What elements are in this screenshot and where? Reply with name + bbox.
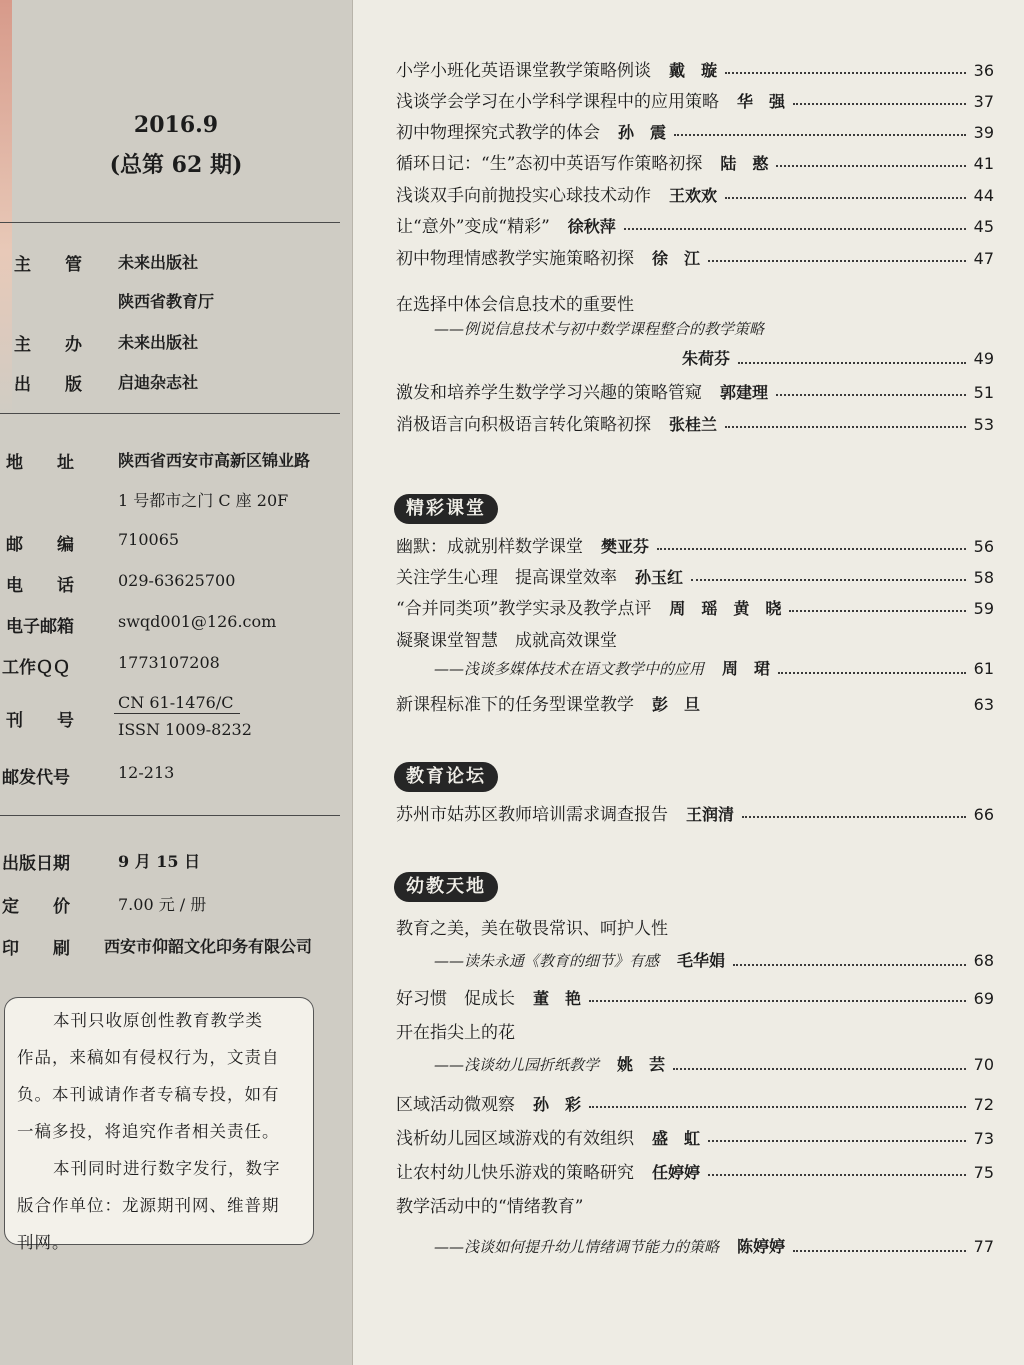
toc-entry-author: 陆 憨 (720, 154, 769, 173)
leader-dots (738, 362, 966, 364)
toc-entry (434, 1052, 994, 1080)
notice-box (4, 997, 314, 1252)
leader-dots (674, 134, 966, 136)
toc-entry (396, 181, 994, 209)
toc-entry-title: 凝聚课堂智慧 成就高效课堂 (396, 631, 617, 651)
toc-entry-author: 孙玉红 (635, 568, 684, 587)
leader-dots (725, 426, 966, 428)
toc-entry-author: 王润清 (686, 805, 735, 824)
notice-line: 本刊只收原创性教育教学类 (53, 1011, 263, 1030)
leader-dots (691, 579, 966, 581)
toc-entry-author: 周 瑶 黄 晓 (669, 599, 782, 618)
toc-entry (434, 1234, 994, 1262)
label-email: 电子邮箱 (6, 617, 74, 637)
label-issn: 刊 号 (6, 711, 74, 731)
toc-entry-title: 好习惯 促成长 (396, 989, 515, 1009)
toc-entry-subtitle: ——读朱永通《教育的细节》有感 (434, 952, 660, 970)
toc-entry-title: 浅谈学会学习在小学科学课程中的应用策略 (396, 92, 719, 112)
toc-entry-page: 77 (973, 1237, 994, 1256)
issue-date: 2016.9 (133, 112, 219, 138)
label-sponsor: 主 办 (14, 335, 82, 355)
toc-entry (396, 1124, 994, 1152)
toc-entry-author: 王欢欢 (669, 186, 718, 205)
toc-entry-title: 开在指尖上的花 (396, 1023, 515, 1043)
toc-entry-author: 任婷婷 (652, 1163, 701, 1182)
toc-entry-page: 53 (973, 415, 994, 434)
leader-dots (793, 103, 966, 105)
notice-line: 本刊同时进行数字发行，数字 (53, 1159, 281, 1178)
toc-entry-title: 让“意外”变成“精彩” (396, 217, 550, 237)
leader-dots (776, 394, 966, 396)
toc-entry-page: 49 (973, 349, 994, 368)
toc-entry-author: 张桂兰 (669, 415, 718, 434)
value-qq: 1773107208 (118, 653, 220, 672)
toc-entry-subtitle: ——例说信息技术与初中数学课程整合的教学策略 (434, 320, 765, 338)
label-supervisor: 主 管 (14, 255, 82, 275)
leader-dots (589, 1000, 966, 1002)
value-phone: 029-63625700 (118, 571, 236, 590)
toc-entry-author: 孙 震 (618, 123, 667, 142)
toc-entry-page: 58 (973, 568, 994, 587)
toc-entry (396, 690, 994, 718)
toc-entry-author: 华 强 (737, 92, 786, 111)
notice-line: 版合作单位：龙源期刊网、维普期 (17, 1196, 280, 1215)
value-pub-date: 9 月 15 日 (118, 852, 201, 871)
value-printer: 西安市仰韶文化印务有限公司 (104, 937, 313, 956)
toc-entry (434, 948, 994, 976)
label-postcode: 邮 编 (6, 535, 74, 555)
toc-entry-page: 59 (973, 599, 994, 618)
toc-entry (396, 563, 994, 591)
value-price: 7.00 元 / 册 (118, 895, 207, 914)
leader-dots (708, 260, 966, 262)
toc-entry-author: 周 珺 (722, 659, 771, 678)
toc-entry-author: 朱荷芬 (682, 349, 731, 368)
toc-entry-title: 消极语言向积极语言转化策略初探 (396, 415, 651, 435)
value-postcode: 710065 (118, 530, 180, 549)
toc-entry-author: 戴 璇 (669, 61, 718, 80)
toc-entry-title: 初中物理探究式教学的体会 (396, 123, 600, 143)
toc-entry-page: 56 (973, 537, 994, 556)
value-sponsor: 未来出版社 (118, 333, 199, 352)
toc-entry (396, 378, 994, 406)
issue-number: (总第 62 期) (109, 152, 243, 178)
toc-entry-page: 45 (973, 217, 994, 236)
toc-entry-page: 36 (973, 61, 994, 80)
value-address: 陕西省西安市高新区锦业路 (118, 451, 311, 470)
leader-dots (793, 1250, 966, 1252)
toc-entry-author: 郭建理 (720, 383, 769, 402)
toc-entry-page: 73 (973, 1129, 994, 1148)
toc-entry-title: 让农村幼儿快乐游戏的策略研究 (396, 1163, 634, 1183)
toc-entry-page: 51 (973, 383, 994, 402)
toc-entry-author: 彭 旦 (652, 695, 701, 714)
toc-entry-title: 关注学生心理 提高课堂效率 (396, 568, 617, 588)
toc-entry-title: 新课程标准下的任务型课堂教学 (396, 695, 634, 715)
toc-entry (396, 149, 994, 177)
toc-entry-subtitle: ——浅谈如何提升幼儿情绪调节能力的策略 (434, 1238, 720, 1256)
leader-dots (742, 816, 966, 818)
toc-entry-title: 浅析幼儿园区域游戏的有效组织 (396, 1129, 634, 1149)
leader-dots (657, 548, 966, 550)
toc-entry-page: 61 (973, 659, 994, 678)
label-postal-code: 邮发代号 (2, 768, 70, 788)
toc-entry-title: 初中物理情感教学实施策略初探 (396, 249, 634, 269)
masthead-panel (0, 0, 353, 1365)
toc-entry (396, 532, 994, 560)
toc-entry-title: 教学活动中的“情绪教育” (396, 1197, 584, 1217)
label-publisher: 出 版 (14, 375, 82, 395)
notice-line: 作品，来稿如有侵权行为，文责自 (17, 1048, 280, 1067)
label-qq: 工作ＱＱ (2, 658, 70, 678)
toc-entry (396, 1158, 994, 1186)
label-printer: 印 刷 (2, 939, 70, 959)
toc-entry-page: 68 (973, 951, 994, 970)
toc-entry-title: 激发和培养学生数学学习兴趣的策略管窥 (396, 383, 702, 403)
toc-entry (396, 87, 994, 115)
toc-entry (396, 1090, 994, 1118)
value-email: swqd001@126.com (118, 612, 277, 631)
toc-entry-author: 徐 江 (652, 249, 701, 268)
leader-dots (789, 610, 965, 612)
toc-entry-title: 苏州市姑苏区教师培训需求调查报告 (396, 805, 668, 825)
toc-entry-author: 盛 虹 (652, 1129, 701, 1148)
toc-entry-author: 樊亚芬 (601, 537, 650, 556)
value-publisher: 启迪杂志社 (118, 373, 199, 392)
toc-entry (434, 656, 994, 684)
toc-entry-title: 幽默：成就别样数学课堂 (396, 537, 583, 557)
leader-dots (673, 1068, 966, 1070)
toc-entry-page: 70 (973, 1055, 994, 1074)
toc-entry (396, 56, 994, 84)
toc-entry-author: 徐秋萍 (567, 217, 616, 236)
toc-entry (396, 244, 994, 272)
value-cn: CN 61-1476/C (118, 693, 234, 712)
toc-entry-author: 毛华娟 (677, 951, 726, 970)
toc-entry-subtitle: ——浅谈幼儿园折纸教学 (434, 1056, 600, 1074)
toc-entry (682, 346, 994, 374)
toc-entry-title: 浅谈双手向前抛投实心球技术动作 (396, 186, 651, 206)
issn-separator (114, 713, 240, 714)
toc-entry-page: 75 (973, 1163, 994, 1182)
toc-entry-title: “合并同类项”教学实录及教学点评 (396, 599, 652, 619)
toc-entry-page: 72 (973, 1095, 994, 1114)
toc-entry-page: 69 (973, 989, 994, 1008)
toc-entry (396, 212, 994, 240)
toc-entry-title: 教育之美，美在敬畏常识、呵护人性 (396, 919, 668, 939)
value-postal-code: 12-213 (118, 763, 175, 782)
label-price: 定 价 (2, 897, 70, 917)
value-address-2: 1 号都市之门 C 座 20F (118, 491, 289, 510)
toc-entry-title: 区域活动微观察 (396, 1095, 515, 1115)
leader-dots (776, 165, 965, 167)
toc-entry (396, 118, 994, 146)
label-pub-date: 出版日期 (2, 854, 70, 874)
table-of-contents (352, 0, 1024, 1365)
notice-line: 刊网。 (17, 1233, 70, 1252)
value-supervisor: 未来出版社 (118, 253, 199, 272)
leader-dots (778, 672, 966, 674)
leader-dots (733, 964, 966, 966)
toc-entry-title: 在选择中体会信息技术的重要性 (396, 295, 634, 315)
toc-entry-title: 循环日记：“生”态初中英语写作策略初探 (396, 154, 703, 174)
toc-entry-author: 董 艳 (533, 989, 582, 1008)
toc-entry-page: 39 (973, 123, 994, 142)
notice-line: 一稿多投，将追究作者相关责任。 (17, 1122, 280, 1141)
toc-entry (396, 984, 994, 1012)
toc-entry-subtitle: ——浅谈多媒体技术在语文教学中的应用 (434, 660, 705, 678)
toc-entry-page: 63 (973, 695, 994, 714)
leader-dots (725, 197, 966, 199)
section-header: 教育论坛 (394, 762, 498, 792)
divider (0, 222, 340, 223)
toc-entry-page: 47 (973, 249, 994, 268)
toc-entry-title: 小学小班化英语课堂教学策略例谈 (396, 61, 651, 81)
toc-entry-page: 44 (973, 186, 994, 205)
leader-dots (624, 228, 966, 230)
leader-dots (589, 1106, 966, 1108)
cover-edge (0, 0, 12, 420)
notice-line: 负。本刊诚请作者专稿专投，如有 (17, 1085, 280, 1104)
value-supervisor-2: 陕西省教育厅 (118, 292, 215, 311)
section-header: 幼教天地 (394, 872, 498, 902)
leader-dots (708, 1174, 966, 1176)
divider (0, 815, 340, 816)
toc-entry-author: 陈婷婷 (737, 1237, 786, 1256)
label-phone: 电 话 (6, 576, 74, 596)
label-address: 地 址 (6, 453, 74, 473)
toc-entry (396, 594, 994, 622)
toc-entry-page: 66 (973, 805, 994, 824)
leader-dots (725, 72, 966, 74)
divider (0, 413, 340, 414)
leader-dots (708, 1140, 966, 1142)
value-issn: ISSN 1009-8232 (118, 720, 252, 739)
section-header: 精彩课堂 (394, 494, 498, 524)
toc-entry-page: 41 (973, 154, 994, 173)
toc-entry (396, 800, 994, 828)
toc-entry-author: 姚 芸 (617, 1055, 666, 1074)
toc-entry-page: 37 (973, 92, 994, 111)
toc-entry-author: 孙 彩 (533, 1095, 582, 1114)
toc-entry (396, 410, 994, 438)
toc-subtitle (434, 318, 994, 346)
